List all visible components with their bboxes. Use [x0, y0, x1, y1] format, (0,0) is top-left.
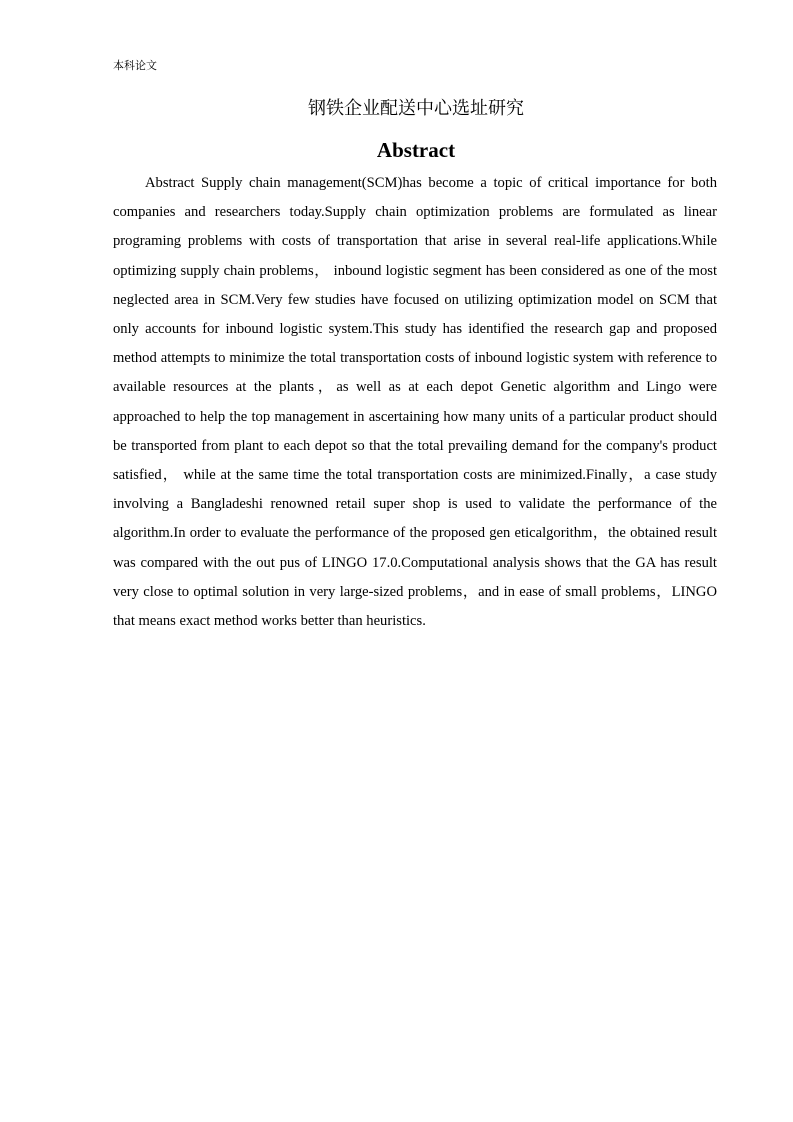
abstract-heading: Abstract — [376, 138, 456, 162]
abstract-body: Abstract Supply chain management(SCM)has become a topic of critical importance for both companies and researchers today.Supply chain optimization problems are formulated as linear programing problems with costs of transportation that arise in several real-life applications.While optimizing supply chain problems， inbound logistic segment has been considered as one of the most neglected area in SCM.Very few studies have focused on utilizing optimization model on SCM that only accounts for inbound logistic system.This study has identified the research gap and proposed method attempts to minimize the total transportation costs of inbound logistic system with reference to available resources at the plants，as well as at each depot Genetic algorithm and Lingo were approached to help the top management in ascertaining how many units of a particular product should be transported from plant to each depot so that the total prevailing demand for the company's product satisfied， while at the same time the total transportation costs are minimized.Finally，a case study involving a Bangladeshi renowned retail super shop is used to validate the performance of the algorithm.In order to evaluate the performance of the proposed gen eticalgorithm，the obtained result was compared with the out pus of LINGO 17.0.Computational analysis shows that the GA has result very close to optimal solution in very large-sized problems，and in ease of small problems，LINGO that means exact method works better than heuristics. — [113, 175, 717, 630]
header-divider — [113, 80, 717, 81]
page-header-label: 本科论文 — [113, 59, 157, 72]
paper-title-chinese: 钢铁企业配送中心选址研究 — [308, 98, 524, 119]
